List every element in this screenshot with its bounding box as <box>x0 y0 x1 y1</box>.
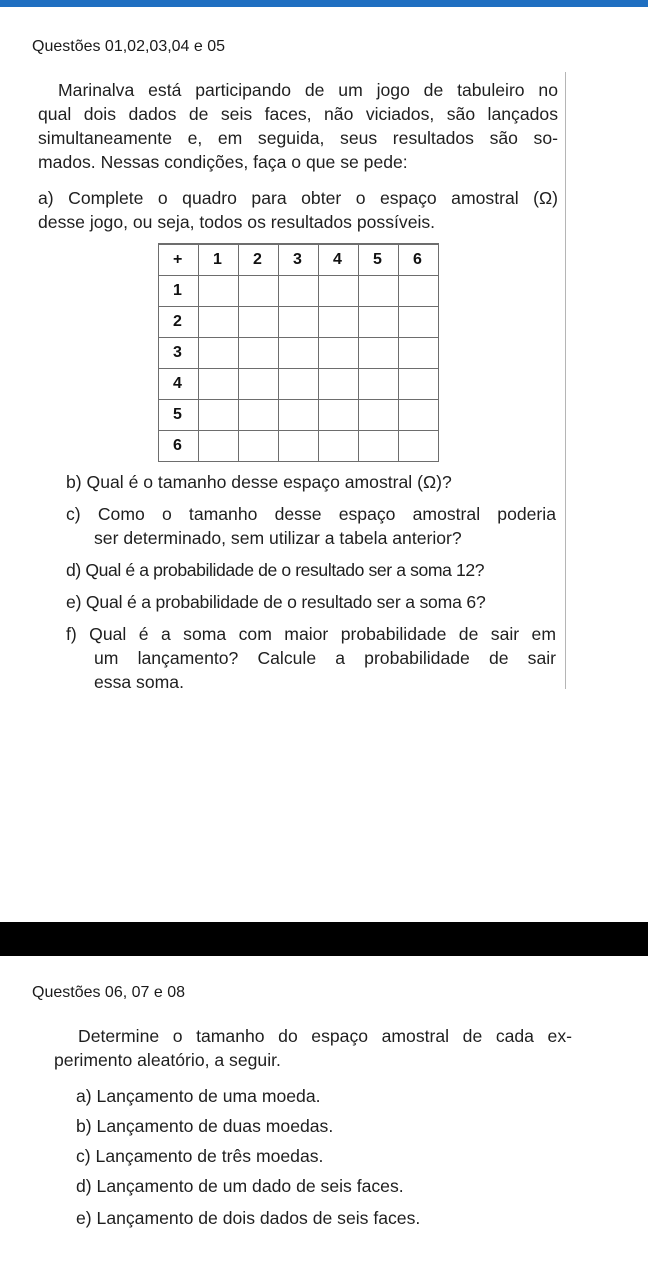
section-2-item-a: a) Lançamento de uma moeda. <box>76 1086 321 1106</box>
table-cell <box>239 306 279 337</box>
intro-line-2: qual dois dados de seis faces, não viciados, são lançados <box>38 104 558 124</box>
row-header-6: 6 <box>159 430 199 461</box>
row-header-5: 5 <box>159 399 199 430</box>
section-2-item-e: e) Lançamento de dois dados de seis faces. <box>76 1208 421 1228</box>
table-cell <box>359 275 399 306</box>
item-f-line-2: um lançamento? Calcule a probabilidade de sair <box>94 648 556 668</box>
table-cell <box>399 430 439 461</box>
column-header-2: 2 <box>239 244 279 275</box>
item-c-line-1: c) Como o tamanho desse espaço amostral poderia <box>66 504 556 524</box>
table-cell <box>319 275 359 306</box>
column-header-6: 6 <box>399 244 439 275</box>
table-cell <box>319 430 359 461</box>
table-cell <box>279 337 319 368</box>
table-cell <box>199 368 239 399</box>
table-cell <box>199 399 239 430</box>
table-row <box>159 368 439 399</box>
table-row <box>159 275 439 306</box>
table-cell <box>399 337 439 368</box>
row-header-4: 4 <box>159 368 199 399</box>
table-cell <box>279 306 319 337</box>
table-cell <box>399 306 439 337</box>
section-2-header: Questões 06, 07 e 08 <box>32 984 185 1001</box>
item-c-line-2: ser determinado, sem utilizar a tabela anterior? <box>94 528 462 548</box>
table-row <box>159 337 439 368</box>
table-corner-cell: + <box>159 244 199 275</box>
item-f-line-3: essa soma. <box>94 672 184 692</box>
table-cell <box>319 399 359 430</box>
table-cell <box>319 337 359 368</box>
section-2-item-b: b) Lançamento de duas moedas. <box>76 1116 334 1136</box>
table-cell <box>279 368 319 399</box>
table-row <box>159 430 439 461</box>
section-1-header: Questões 01,02,03,04 e 05 <box>32 38 226 55</box>
item-b: b) Qual é o tamanho desse espaço amostral (Ω)? <box>66 472 452 492</box>
table-cell <box>399 368 439 399</box>
column-header-4: 4 <box>319 244 359 275</box>
table-cell <box>319 368 359 399</box>
table-cell <box>279 399 319 430</box>
item-a-line-2: desse jogo, ou seja, todos os resultados possíveis. <box>38 212 436 232</box>
row-header-2: 2 <box>159 306 199 337</box>
table-cell <box>199 337 239 368</box>
table-cell <box>239 368 279 399</box>
intro-line-3: simultaneamente e, em seguida, seus resultados são so- <box>38 128 558 148</box>
intro-line-4: mados. Nessas condições, faça o que se pede: <box>38 152 408 172</box>
table-cell <box>279 275 319 306</box>
column-header-5: 5 <box>359 244 399 275</box>
table-cell <box>359 399 399 430</box>
section-2-item-c: c) Lançamento de três moedas. <box>76 1146 324 1166</box>
section-2-intro-line-2: perimento aleatório, a seguir. <box>54 1050 281 1070</box>
table-cell <box>399 275 439 306</box>
table-cell <box>319 306 359 337</box>
table-cell <box>359 337 399 368</box>
table-cell <box>279 430 319 461</box>
table-cell <box>199 430 239 461</box>
item-a-line-1: a) Complete o quadro para obter o espaço amostral (Ω) <box>38 188 558 208</box>
top-accent-bar <box>0 0 648 7</box>
intro-line-1: Marinalva está participando de um jogo de tabuleiro no <box>58 80 558 100</box>
table-row <box>159 399 439 430</box>
row-header-1: 1 <box>159 275 199 306</box>
table-cell <box>239 430 279 461</box>
item-e: e) Qual é a probabilidade de o resultado ser a soma 6? <box>66 592 486 612</box>
table-cell <box>359 430 399 461</box>
row-header-3: 3 <box>159 337 199 368</box>
column-header-1: 1 <box>199 244 239 275</box>
column-header-3: 3 <box>279 244 319 275</box>
table-cell <box>239 399 279 430</box>
table-cell <box>359 306 399 337</box>
item-d: d) Qual é a probabilidade de o resultado ser a soma 12? <box>66 560 485 580</box>
table-cell <box>199 275 239 306</box>
section-divider-band <box>0 922 648 956</box>
table-cell <box>239 337 279 368</box>
table-cell <box>199 306 239 337</box>
section-2-intro-line-1: Determine o tamanho do espaço amostral de cada ex- <box>78 1026 572 1046</box>
item-f-line-1: f) Qual é a soma com maior probabilidade de sair em <box>66 624 556 644</box>
sample-space-table <box>158 243 439 462</box>
table-cell <box>399 399 439 430</box>
table-cell <box>359 368 399 399</box>
table-cell <box>239 275 279 306</box>
table-row <box>159 306 439 337</box>
table-header-row <box>159 244 439 275</box>
section-2-item-d: d) Lançamento de um dado de seis faces. <box>76 1176 404 1196</box>
